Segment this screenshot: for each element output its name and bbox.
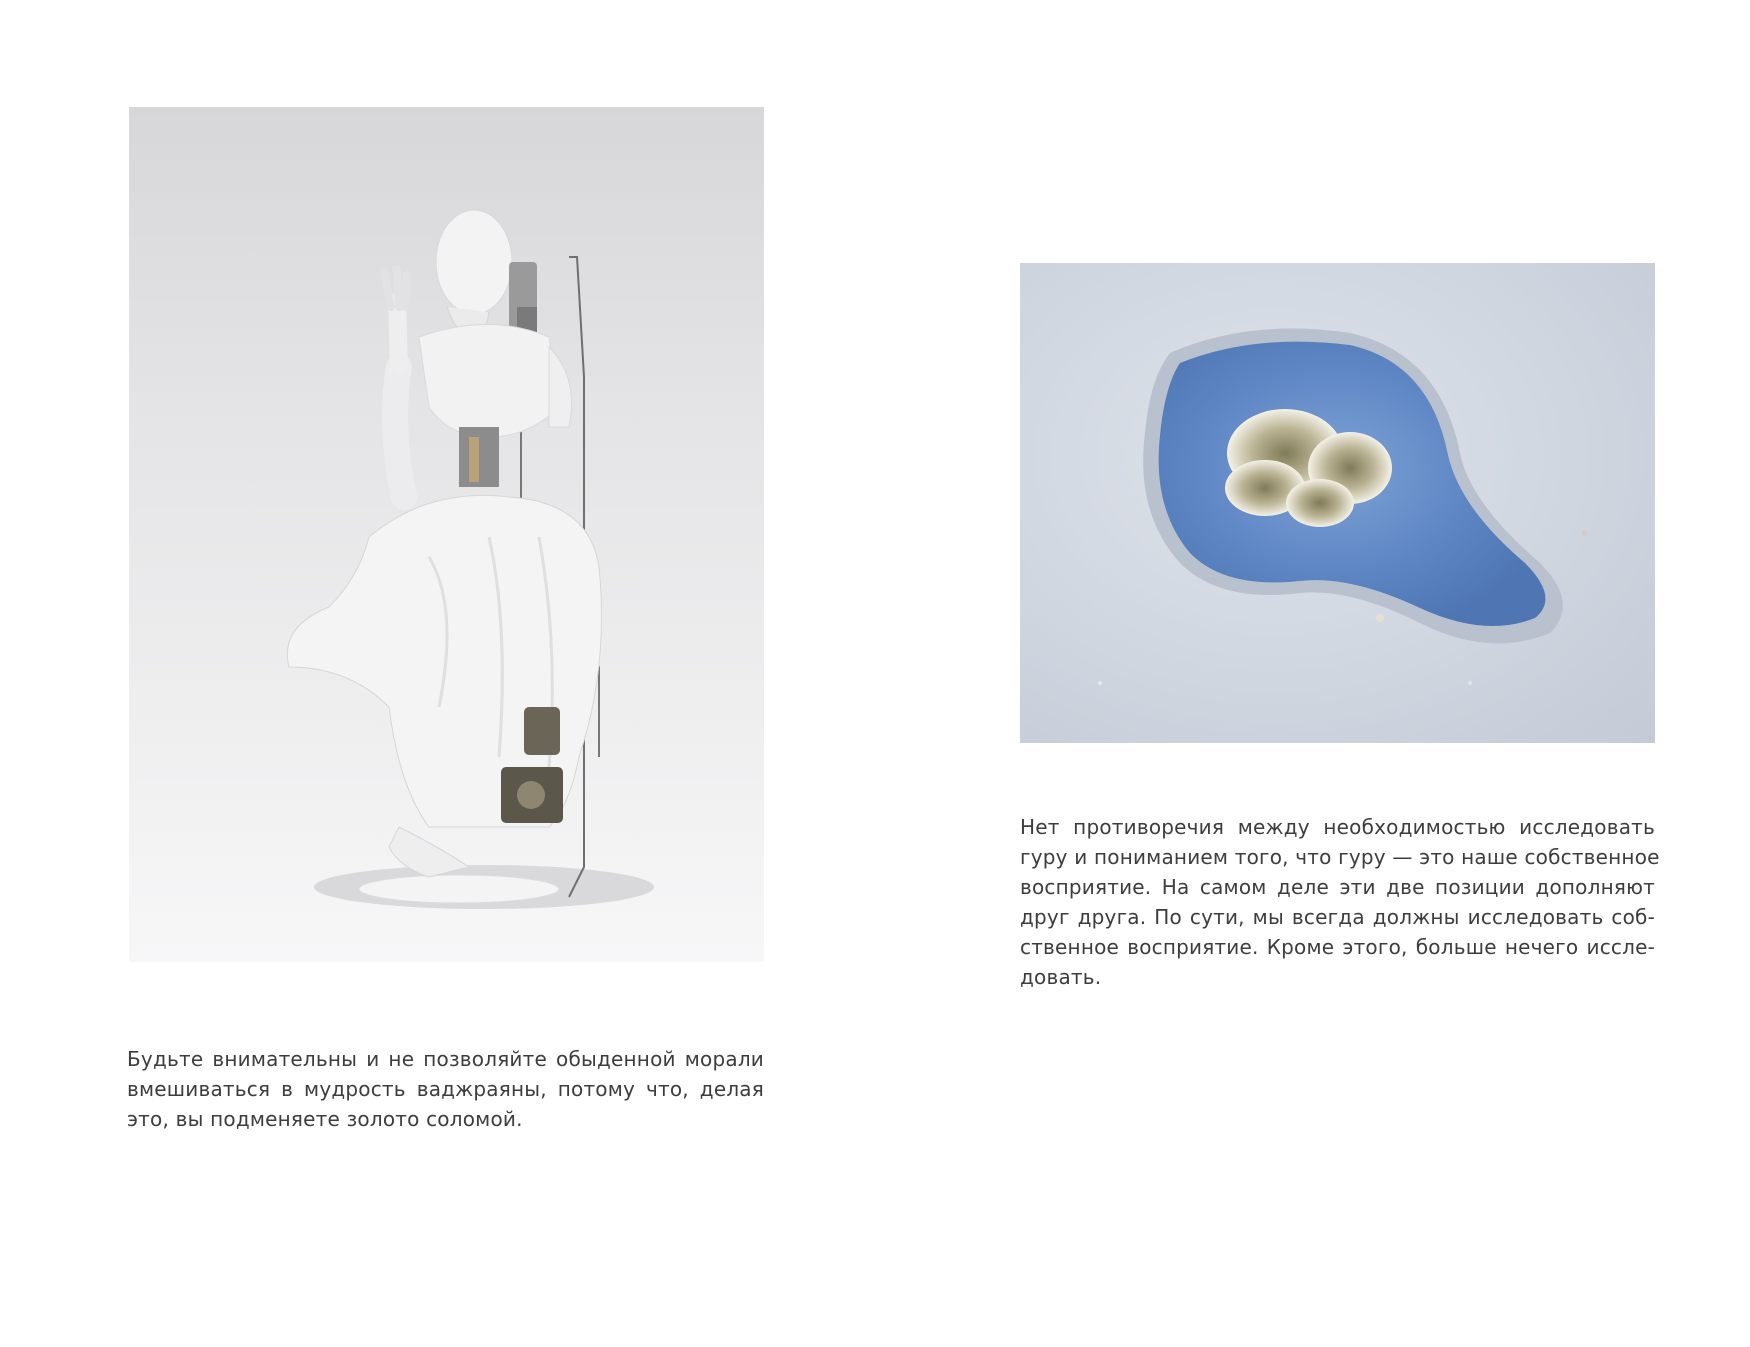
left-caption [127, 1044, 764, 1134]
caption-line: довать. [1020, 965, 1102, 989]
caption-line: Нет противоречия между необходимостью исследовать [1020, 815, 1655, 839]
caption-line: гуру и пониманием того, что гуру — это наше собственное [1020, 845, 1660, 869]
right-page [875, 0, 1750, 1347]
puddle-photo [1020, 263, 1655, 743]
caption-line: Будьте внимательны и не позволяйте обыденной морали [127, 1047, 764, 1071]
marionette-photo [129, 107, 764, 962]
caption-line: восприятие. На самом деле эти две позиции дополняют [1020, 875, 1655, 899]
caption-line: это, вы подменяете золото соломой. [127, 1107, 523, 1131]
marionette-illustration [129, 107, 764, 962]
right-caption [1020, 812, 1660, 992]
puddle-illustration [1020, 263, 1655, 743]
caption-line: вмешиваться в мудрость ваджраяны, потому что, делая [127, 1077, 764, 1101]
caption-line: друг друга. По сути, мы всегда должны исследовать соб- [1020, 905, 1655, 929]
caption-line: ственное восприятие. Кроме этого, больше нечего иссле- [1020, 935, 1655, 959]
